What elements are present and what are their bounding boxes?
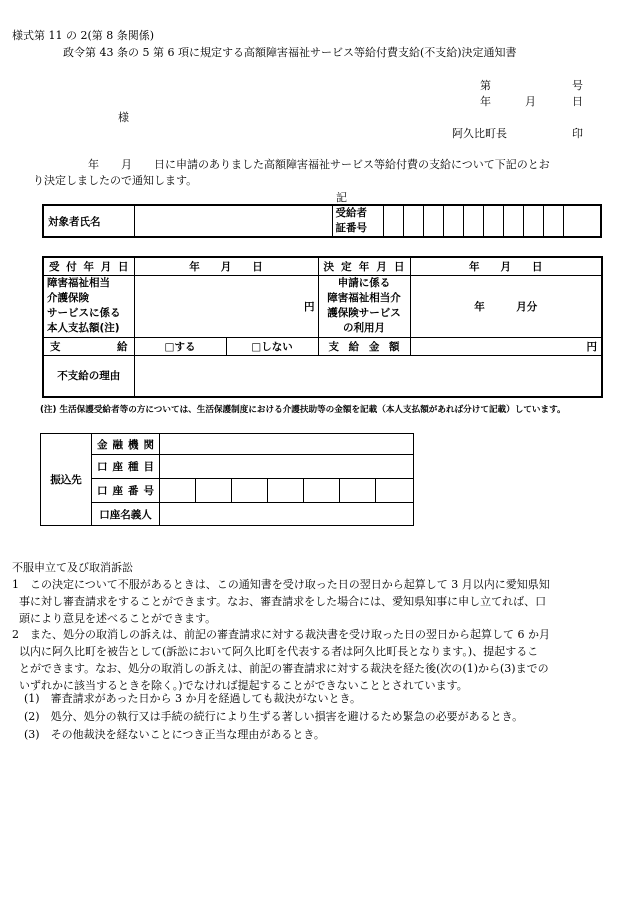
institution-label: 金融機関 xyxy=(92,434,160,455)
seal-mark: 印 xyxy=(572,127,583,140)
date-day: 日 xyxy=(572,95,583,108)
received-date-field[interactable]: 年 月 日 xyxy=(134,257,318,275)
account-number-digit[interactable] xyxy=(268,479,304,503)
issuer-name: 阿久比町長 xyxy=(452,127,507,140)
bank-group-label: 振込先 xyxy=(41,434,92,526)
selfpay-field[interactable] xyxy=(134,275,318,337)
account-number-digit[interactable] xyxy=(340,479,376,503)
appeal-heading: 不服申立て及び取消訴訟 xyxy=(12,561,133,574)
usage-month-field[interactable]: 年 月分 xyxy=(410,275,602,337)
subject-name-label: 対象者氏名 xyxy=(43,205,134,237)
certificate-number-label: 受給者 証番号 xyxy=(332,205,383,237)
usage-month-label: 申請に係る 障害福祉相当介 護保険サービス の利用月 xyxy=(318,275,410,337)
payment-yes-option[interactable]: □する xyxy=(134,337,226,355)
intro-line-1: 年 月 日に申請のありました高額障害福祉サービス等給付費の支給について下記のとお xyxy=(88,158,550,171)
account-type-field[interactable] xyxy=(160,455,414,479)
decision-table xyxy=(42,256,603,398)
account-number-digit[interactable] xyxy=(160,479,196,503)
account-number-digit[interactable] xyxy=(304,479,340,503)
date-month: 月 xyxy=(525,95,536,108)
certificate-digit[interactable] xyxy=(443,205,463,237)
reason-label: 不支給の理由 xyxy=(43,355,134,397)
amount-unit: 円 xyxy=(586,340,597,353)
certificate-digit[interactable] xyxy=(483,205,503,237)
account-number-digit[interactable] xyxy=(232,479,268,503)
decision-date-field[interactable]: 年 月 日 xyxy=(410,257,602,275)
certificate-digit[interactable] xyxy=(403,205,423,237)
selfpay-label: 障害福祉相当 介護保険 サービスに係る 本人支払額(注) xyxy=(43,275,134,337)
amount-label: 支給金額 xyxy=(318,337,410,355)
recipient-honorific: 様 xyxy=(118,111,129,124)
footnote: (注) 生活保護受給者等の方については、生活保護制度における介護扶助等の金額を記載（本人支払額があれば分けて記載）しています。 xyxy=(40,405,566,415)
certificate-digit[interactable] xyxy=(523,205,543,237)
decision-date-label: 決定年月日 xyxy=(318,257,410,275)
account-holder-field[interactable] xyxy=(160,503,414,526)
account-number-label: 口座番号 xyxy=(92,479,160,503)
reason-field[interactable] xyxy=(134,355,602,397)
number-suffix: 号 xyxy=(572,79,583,92)
account-number-digit[interactable] xyxy=(376,479,414,503)
form-number: 様式第 11 の 2(第 8 条関係) xyxy=(12,29,155,42)
amount-field[interactable] xyxy=(410,337,602,355)
received-date-label: 受付年月日 xyxy=(43,257,134,275)
selfpay-unit: 円 xyxy=(304,300,315,313)
payment-no-option[interactable]: □しない xyxy=(226,337,318,355)
bank-table xyxy=(40,433,414,526)
institution-field[interactable] xyxy=(160,434,414,455)
certificate-digit[interactable] xyxy=(543,205,563,237)
document-title: 政令第 43 条の 5 第 6 項に規定する高額障害福祉サービス等給付費支給(不支給)決定通知書 xyxy=(63,46,517,59)
number-prefix: 第 xyxy=(480,79,491,92)
ki-heading: 記 xyxy=(336,191,347,204)
certificate-digit[interactable] xyxy=(383,205,403,237)
certificate-digit[interactable] xyxy=(563,205,601,237)
subject-table xyxy=(42,204,602,238)
account-number-digit[interactable] xyxy=(196,479,232,503)
account-holder-label: 口座名義人 xyxy=(92,503,160,526)
subject-name-field[interactable] xyxy=(134,205,332,237)
intro-line-2: り決定しましたので通知します。 xyxy=(33,174,198,187)
certificate-digit[interactable] xyxy=(463,205,483,237)
account-type-label: 口座種目 xyxy=(92,455,160,479)
certificate-digit[interactable] xyxy=(503,205,523,237)
certificate-digit[interactable] xyxy=(423,205,443,237)
date-year: 年 xyxy=(480,95,491,108)
payment-label: 支 給 xyxy=(43,337,134,355)
